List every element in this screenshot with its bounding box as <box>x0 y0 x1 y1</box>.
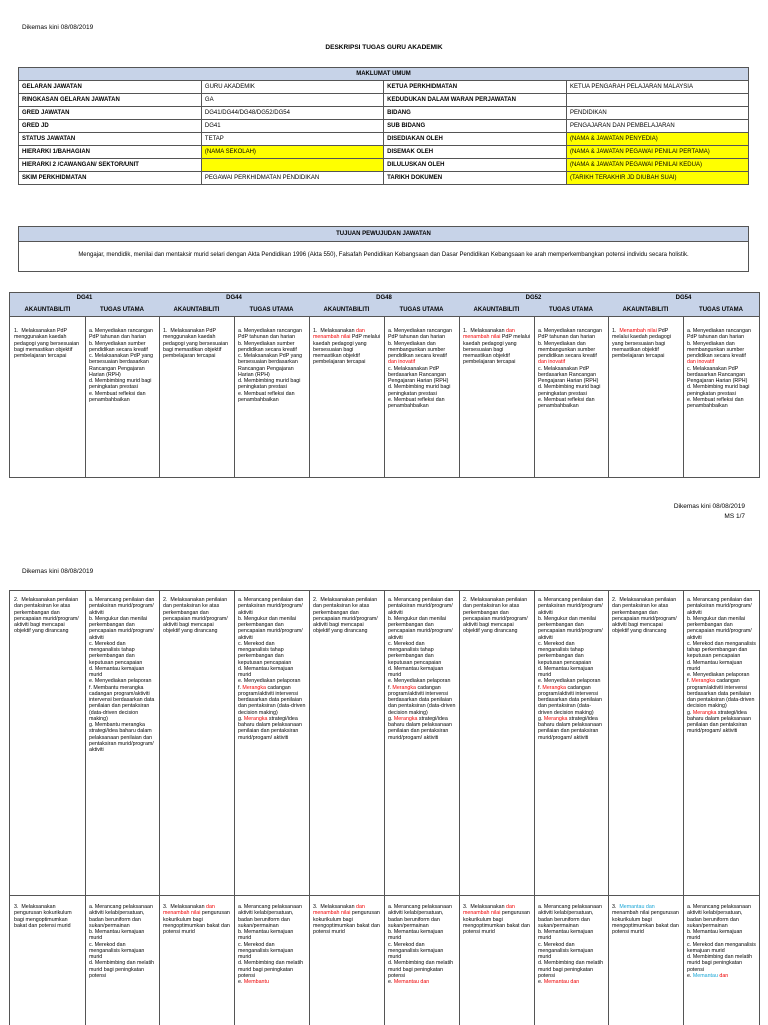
updated-date: Dikemas kini 08/08/2019 <box>22 24 94 31</box>
label: DILULUSKAN OLEH <box>384 159 567 172</box>
tujuan-header: TUJUAN PEWUJUDAN JAWATAN <box>18 226 749 242</box>
tugas-3-dg54: a. Merancang pelaksanaan aktiviti kelab/persatuan, badan beruniform dan sukan/permainan b. Memantau kemajuan murid c. Merekod dan menganalisis kemajuan murid d. Membimbing dan melatih murid bagi peningkatan potensi e. Memantau dan <box>687 904 756 979</box>
tugas-dg54: a. Menyediakan rancangan PdP tahunan dan harian b. Menyediakan dan membangunkan sumber pendidikan secara kreatif dan inovatif c. Melaksanakan PdP berdasarkan Rancangan Pengajaran Harian (RPH) d. Membimbing murid bagi peningkatan prestasi e. Membuat refleksi dan penambahbaikan <box>687 328 751 409</box>
grade-dg48: DG48 <box>376 295 392 301</box>
tugas-utama-header: TUGAS UTAMA <box>249 307 294 313</box>
tugas-3-dg44: a. Merancang pelaksanaan aktiviti kelab/persatuan, badan beruniform dan sukan/permainan b. Memantau kemajuan murid c. Merekod dan menganalisis kemajuan murid d. Membimbing dan melatih murid bagi peningkatan potensi e. Membantu <box>238 904 304 985</box>
value: PENGAJARAN DAN PEMBELAJARAN <box>567 120 749 133</box>
akauntabiliti-dg41: 1. Melaksanakan PdP menggunakan kaedah pedagogi yang bersesuaian bagi memastikan objektif pembelajaran tercapai <box>14 328 80 359</box>
label: TARIKH DOKUMEN <box>384 172 567 185</box>
akauntabiliti-3-dg52: 3. Melaksanakan dan menambah nilai pengurusan kokurikulum bagi mengoptimumkan bakat dan potensi murid <box>463 904 530 935</box>
tugas-2-dg41: a. Merancang penilaian dan pentaksiran murid/program/ aktiviti b. Mengukur dan menilai perkembangan dan pencapaian murid/program/ aktiviti c. Merekod dan menganalisis tahap perkembangan dan keputusan pencapaian d. Memantau kemajuan murid e. Menyediakan pelaporan f. Membantu merangka cadangan program/aktiviti intervensi berdasarkan data penilaian dan pentaksiran (data-driven decision making) g. Membantu merangka strategi/idea baharu dalam pelaksanaan penilaian dan pentaksiran murid/program/ aktiviti <box>89 597 155 753</box>
tujuan-text: Mengajar, mendidik, menilai dan mentaksir murid selari dengan Akta Pendidikan 1996 (Akta 550), Falsafah Pendidikan Kebangsaan dan Dasar Pendidikan Kebangsaan ke arah memperkembangkan potensi individu secara holistik. <box>18 241 749 272</box>
duties-grid-page1 <box>9 292 760 478</box>
akauntabiliti-dg52: 1. Melaksanakan dan menambah nilai PdP melalui kaedah pedagogi yang bersesuaian bagi memastikan objektif pembelajaran tercapai <box>463 328 531 366</box>
value: GURU AKADEMIK <box>201 81 383 94</box>
value: (TARIKH TERAKHIR JD DIUBAH SUAI) <box>567 172 749 185</box>
value: DG41 <box>201 120 383 133</box>
maklumat-umum-header: MAKLUMAT UMUM <box>19 68 749 81</box>
grade-dg54: DG54 <box>675 295 692 301</box>
grade-dg44: DG44 <box>226 295 242 301</box>
label: KEDUDUKAN DALAM WARAN PERJAWATAN <box>384 94 567 107</box>
akauntabiliti-header: AKAUNTABILITI <box>24 307 71 313</box>
tugas-2-dg54: a. Merancang penilaian dan pentaksiran murid/program/ aktiviti b. Mengukur dan menilai perkembangan dan pencapaian murid/program/ aktiviti c. Merekod dan menganalisis tahap perkembangan dan keputusan pencapaian d. Memantau kemajuan murid e. Menyediakan pelaporan f. Merangka cadangan program/aktiviti intervensi berdasarkan data penilaian dan pentaksiran (data-driven decision making) g. Merangka strategi/idea baharu dalam pelaksanaan penilaian dan pentaksiran murid/progam/ aktiviti <box>687 597 756 735</box>
label: SUB BIDANG <box>384 120 567 133</box>
value: DG41/DG44/DG48/DG52/DG54 <box>201 107 383 120</box>
tugas-utama-header: TUGAS UTAMA <box>100 307 144 313</box>
akauntabiliti-3-dg48: 3. Melaksanakan dan menambah nilai pengurusan kokurikulum bagi mengoptimumkan bakat dan potensi murid <box>313 904 380 935</box>
value: (NAMA SEKOLAH) <box>201 146 383 159</box>
footer-page-number: MS 1/7 <box>724 513 745 520</box>
tugas-utama-header: TUGAS UTAMA <box>549 307 593 313</box>
label: HIERARKI 2 /CAWANGAN/ SEKTOR/UNIT <box>19 159 202 172</box>
value <box>567 94 749 107</box>
footer-updated: Dikemas kini 08/08/2019 <box>673 503 745 510</box>
akauntabiliti-2-dg41: 2. Melaksanakan penilaian dan pentaksiran ke atas perkembangan dan pencapaian murid/program/ aktiviti bagi mencapai objektif yang dirancang <box>14 597 79 635</box>
value: TETAP <box>201 133 383 146</box>
label: STATUS JAWATAN <box>19 133 202 146</box>
akauntabiliti-dg54: 1. Menambah nilai PdP melalui kaedah pedagogi yang bersesuaian bagi memastikan objektif pembelajaran tercapai <box>612 328 671 359</box>
akauntabiliti-header: AKAUNTABILITI <box>323 307 370 313</box>
akauntabiliti-2-dg44: 2. Melaksanakan penilaian dan pentaksiran ke atas perkembangan dan pencapaian murid/program/ aktiviti bagi mencapai objektif yang dirancang <box>163 597 228 635</box>
tugas-3-dg52: a. Merancang pelaksanaan aktiviti kelab/persatuan, badan beruniform dan sukan/permainan b. Memantau kemajuan murid c. Merekod dan menganalisis kemajuan murid d. Membimbing dan melatih murid bagi peningkatan potensi e. Memantau dan <box>538 904 604 985</box>
value <box>201 159 383 172</box>
value: (NAMA & JAWATAN PENYEDIA) <box>567 133 749 146</box>
tugas-3-dg48: a. Merancang pelaksanaan aktiviti kelab/persatuan, badan beruniform dan sukan/permainan b. Memantau kemajuan murid c. Merekod dan menganalisis kemajuan murid d. Membimbing dan melatih murid bagi peningkatan potensi e. Memantau dan <box>388 904 454 985</box>
tugas-2-dg48: a. Merancang penilaian dan pentaksiran murid/program/ aktiviti b. Mengukur dan menilai perkembangan dan pencapaian murid/program/ aktiviti c. Merekod dan menganalisis tahap perkembangan dan keputusan pencapaian d. Memantau kemajuan murid e. Menyediakan pelaporan f. Merangka cadangan program/aktiviti intervensi berdasarkan data penilaian dan pentaksiran (data-driven decision making) g. Merangka strategi/idea baharu dalam pelaksanaan penilaian dan pentaksiran murid/progam/ aktiviti <box>388 597 456 741</box>
value: GA <box>201 94 383 107</box>
label: DISEDIAKAN OLEH <box>384 133 567 146</box>
label: RINGKASAN GELARAN JAWATAN <box>19 94 202 107</box>
akauntabiliti-header: AKAUNTABILITI <box>173 307 220 313</box>
tugas-2-dg52: a. Merancang penilaian dan pentaksiran murid/program/ aktiviti b. Mengukur dan menilai perkembangan dan pencapaian murid/program/ aktiviti c. Merekod dan menganalisis tahap perkembangan dan keputusan pencapaian d. Memantau kemajuan murid e. Menyediakan pelaporan f. Merangka cadangan program/aktiviti intervensi berdasarkan data penilaian dan pentaksiran (data-driven decision making) g. Merangka strategi/idea baharu dalam pelaksanaan penilaian dan pentaksiran murid/progam/ aktiviti <box>538 597 604 741</box>
akauntabiliti-3-dg41: 3. Melaksanakan pengurusan kokurikulum bagi mengoptimumkan bakat dan potensi murid <box>14 904 72 929</box>
akauntabiliti-3-dg44: 3. Melaksanakan dan menambah nilai pengurusan kokurikulum bagi mengoptimumkan bakat dan potensi murid <box>163 904 230 935</box>
tugas-dg52: a. Menyediakan rancangan PdP tahunan dan harian b. Menyediakan dan membangunkan sumber pendidikan secara kreatif dan inovatif c. Melaksanakan PdP berdasarkan Rancangan Pengajaran Harian (RPH) d. Membimbing murid bagi peningkatan prestasi e. Membuat refleksi dan penambahbaikan <box>538 328 602 409</box>
tugas-utama-header: TUGAS UTAMA <box>699 307 743 313</box>
label: SKIM PERKHIDMATAN <box>19 172 202 185</box>
akauntabiliti-dg44: 1. Melaksanakan PdP menggunakan kaedah pedagogi yang bersesuaian bagi memastikan objektif pembelajaran tercapai <box>163 328 229 359</box>
akauntabiliti-2-dg54: 2. Melaksanakan penilaian dan pentaksiran ke atas perkembangan dan pencapaian murid/program/ aktiviti bagi mencapai objektif yang dirancang <box>612 597 677 635</box>
tugas-dg48: a. Menyediakan rancangan PdP tahunan dan harian b. Menyediakan dan membangunkan sumber pendidikan secara kreatif dan inovatif c. Melaksanakan PdP berdasarkan Rancangan Pengajaran Harian (RPH) d. Membimbing murid bagi peningkatan prestasi e. Membuat refleksi dan penambahbaikan <box>388 328 452 409</box>
akauntabiliti-2-dg52: 2. Melaksanakan penilaian dan pentaksiran ke atas perkembangan dan pencapaian murid/program/ aktiviti bagi mencapai objektif yang dirancang <box>463 597 528 635</box>
label: GRED JD <box>19 120 202 133</box>
akauntabiliti-dg48: 1. Melaksanakan dan menambah nilai PdP melalui kaedah pedagogi yang bersesuaian bagi memastikan objektif pembelajaran tercapai <box>313 328 381 366</box>
duties-grid-page2 <box>9 590 760 1025</box>
value: (NAMA & JAWATAN PEGAWAI PENILAI KEDUA) <box>567 159 749 172</box>
value: PENDIDIKAN <box>567 107 749 120</box>
akauntabiliti-3-dg54: 3. Memantau dan menambah nilai pengurusan kokurikulum bagi mengoptimumkan bakat dan potensi murid <box>612 904 679 935</box>
tugas-utama-header: TUGAS UTAMA <box>399 307 444 313</box>
tugas-3-dg41: a. Merancang pelaksanaan aktiviti kelab/persatuan, badan beruniform dan sukan/permainan b. Memantau kemajuan murid c. Merekod dan menganalisis kemajuan murid d. Membimbing dan melatih murid bagi peningkatan potensi <box>89 904 155 979</box>
page-title: DESKRIPSI TUGAS GURU AKADEMIK <box>325 44 443 51</box>
label: BIDANG <box>384 107 567 120</box>
maklumat-umum-table <box>18 67 749 185</box>
value: PEGAWAI PERKHIDMATAN PENDIDIKAN <box>201 172 383 185</box>
akauntabiliti-2-dg48: 2. Melaksanakan penilaian dan pentaksiran ke atas perkembangan dan pencapaian murid/program/ aktiviti bagi mencapai objektif yang dirancang <box>313 597 378 635</box>
label: KETUA PERKHIDMATAN <box>384 81 567 94</box>
akauntabiliti-header: AKAUNTABILITI <box>622 307 669 313</box>
akauntabiliti-header: AKAUNTABILITI <box>473 307 520 313</box>
tugas-2-dg44: a. Merancang penilaian dan pentaksiran murid/program/ aktiviti b. Mengukur dan menilai perkembangan dan pencapaian murid/program/ aktiviti c. Merekod dan menganalisis tahap perkembangan dan keputusan pencapaian d. Memantau kemajuan murid e. Menyediakan pelaporan f. Merangka cadangan program/aktiviti intervensi berdasarkan data penilaian dan pentaksiran (data-driven decision making) g. Merangka strategi/idea baharu dalam pelaksanaan penilaian dan pentaksiran murid/progam/ aktiviti <box>238 597 306 741</box>
tugas-dg44: a. Menyediakan rancangan PdP tahunan dan harian b. Menyediakan sumber pendidikan secara kreatif c. Melaksanakan PdP yang bersesuaian berdasarkan Rancangan Pengajaran Harian (RPH) d. Membimbing murid bagi peningkatan prestasi e. Membuat refleksi dan penambahbaikan <box>238 328 303 403</box>
value: KETUA PENGARAH PELAJARAN MALAYSIA <box>567 81 749 94</box>
value: (NAMA & JAWATAN PEGAWAI PENILAI PERTAMA) <box>567 146 749 159</box>
page2-updated-date: Dikemas kini 08/08/2019 <box>22 568 94 575</box>
label: GELARAN JAWATAN <box>19 81 202 94</box>
grade-dg52: DG52 <box>525 295 542 301</box>
tugas-dg41: a. Menyediakan rancangan PdP tahunan dan harian b. Menyediakan sumber pendidikan secara kreatif c. Melaksanakan PdP yang bersesuaian berdasarkan Rancangan Pengajaran Harian (RPH) d. Membimbing murid bagi peningkatan prestasi e. Membuat refleksi dan penambahbaikan <box>89 328 154 403</box>
grade-dg41: DG41 <box>76 295 93 301</box>
label: DISEMAK OLEH <box>384 146 567 159</box>
label: HIERARKI 1/BAHAGIAN <box>19 146 202 159</box>
label: GRED JAWATAN <box>19 107 202 120</box>
